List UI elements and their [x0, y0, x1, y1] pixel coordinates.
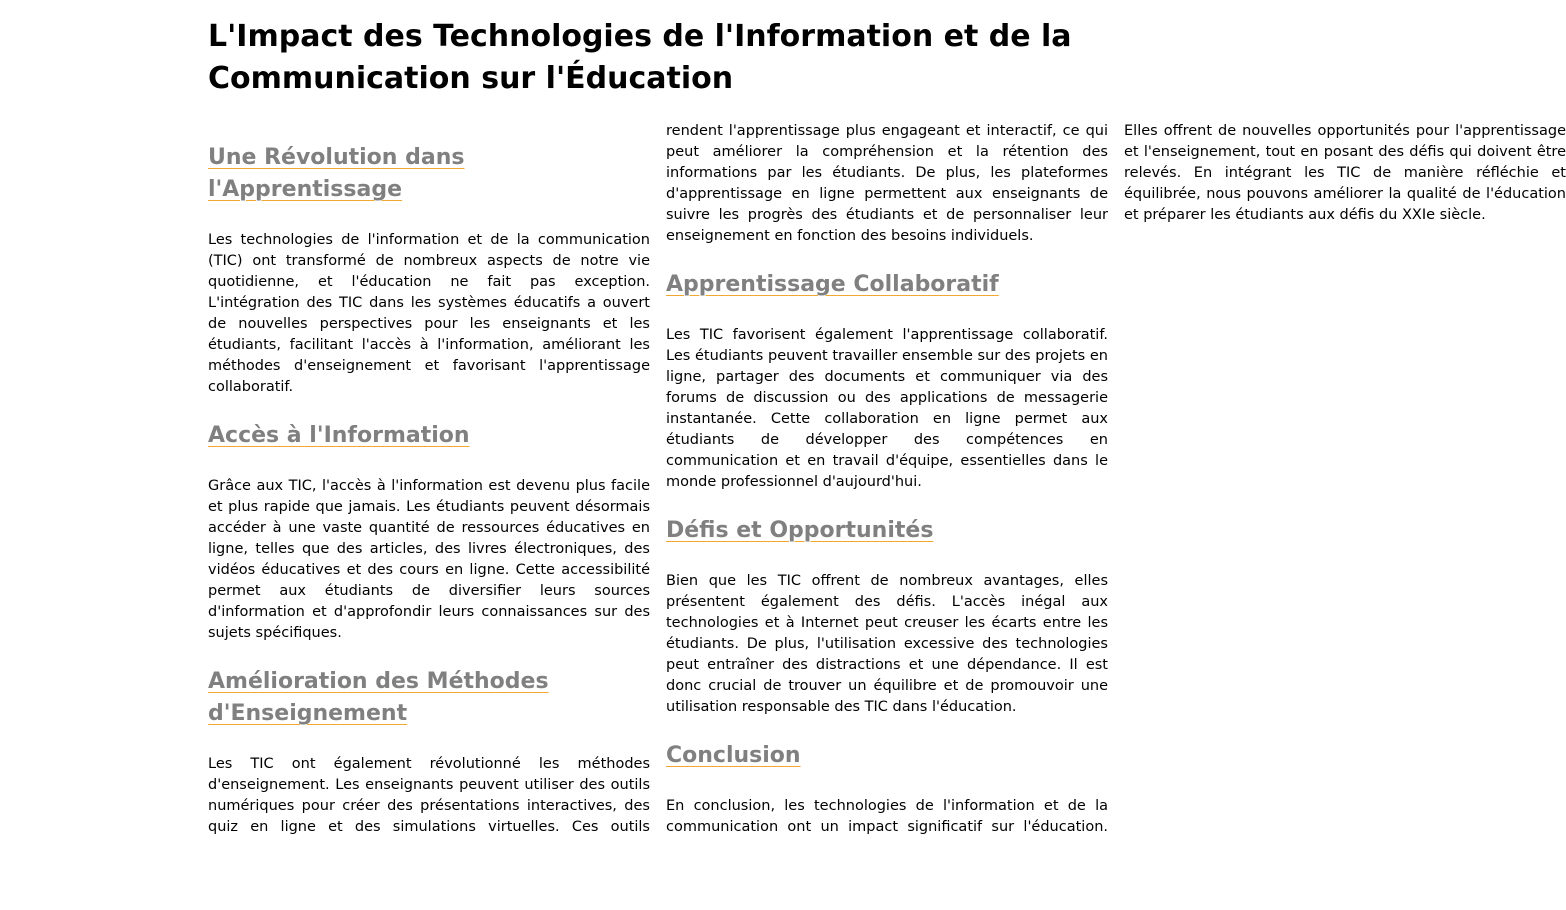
section-heading-text: Amélioration des Méthodes d'Enseignement	[208, 669, 549, 726]
section-defis-opportunites	[666, 515, 1108, 718]
document-page	[208, 0, 1566, 835]
section-paragraph: Grâce aux TIC, l'accès à l'information est devenu plus facile et plus rapide que jamais. Les étudiants peuvent désormais accéder à une vaste quantité de ressources éducatives en ligne, telles que des articles, des livres électroniques, des vidéos éducatives et des cours en ligne. Cette accessibilité permet aux étudiants de diversifier leurs sources d'information et d'approfondir leurs connaissances sur des sujets spécifiques.	[208, 478, 650, 641]
section-paragraph: Bien que les TIC offrent de nombreux avantages, elles présentent également des défis. L'accès inégal aux technologies et à Internet peut creuser les écarts entre les étudiants. De plus, l'utilisation excessive des technologies peut entraîner des distractions et une dépendance. Il est donc crucial de trouver un équilibre et de promouvoir une utilisation responsable des TIC dans l'éducation.	[666, 573, 1108, 715]
section-heading	[208, 420, 650, 452]
section-heading-text: Défis et Opportunités	[666, 518, 934, 543]
section-paragraph: En conclusion, les technologies de l'information et de la communication ont un impact significatif sur l'éducation. Elles offrent de nouvelles opportunités pour l'apprentissage et l'enseignement, tout en posant des défis qui doivent être relevés. En intégrant les TIC de manière réfléchie et équilibrée, nous pouvons améliorer la qualité de l'éducation et préparer les étudiants aux défis du XXIe siècle.	[666, 123, 1566, 835]
section-heading	[208, 142, 650, 206]
section-heading-text: Apprentissage Collaboratif	[666, 272, 999, 297]
article-columns	[208, 121, 1566, 856]
page-title: L'Impact des Technologies de l'Information et de la Communication sur l'Éducation	[208, 19, 1072, 96]
section-heading	[666, 269, 1108, 301]
section-acces-information	[208, 420, 650, 644]
section-apprentissage-collaboratif	[666, 269, 1108, 493]
section-heading	[666, 515, 1108, 547]
section-heading	[208, 666, 650, 730]
section-paragraph: Les TIC favorisent également l'apprentissage collaboratif. Les étudiants peuvent travailler ensemble sur des projets en ligne, partager des documents et communiquer via des forums de discussion ou des applications de messagerie instantanée. Cette collaboration en ligne permet aux étudiants de développer des compétences en communication et en travail d'équipe, essentielles dans le monde professionnel d'aujourd'hui.	[666, 327, 1108, 490]
section-revolution	[208, 142, 650, 398]
section-heading-text: Une Révolution dans l'Apprentissage	[208, 145, 465, 202]
section-heading-text: Accès à l'Information	[208, 423, 470, 448]
section-paragraph: Les technologies de l'information et de la communication (TIC) ont transformé de nombreux aspects de notre vie quotidienne, et l'éducation ne fait pas exception. L'intégration des TIC dans les systèmes éducatifs a ouvert de nouvelles perspectives pour les enseignants et les étudiants, facilitant l'accès à l'information, améliorant les méthodes d'enseignement et favorisant l'apprentissage collaboratif.	[208, 232, 650, 395]
section-heading	[666, 740, 1108, 772]
section-heading-text: Conclusion	[666, 743, 801, 768]
section-paragraph: Les TIC ont également révolutionné les méthodes d'enseignement. Les enseignants peuvent utiliser des outils numériques pour créer des présentations interactives, des quiz en ligne et des simulations virtuelles. Ces outils rendent l'apprentissage plus engageant et interactif, ce qui peut améliorer la compréhension et la rétention des informations par les étudiants. De plus, les plateformes d'apprentissage en ligne permettent aux enseignants de suivre les progrès des étudiants et de personnaliser leur enseignement en fonction des besoins individuels.	[208, 123, 1108, 835]
